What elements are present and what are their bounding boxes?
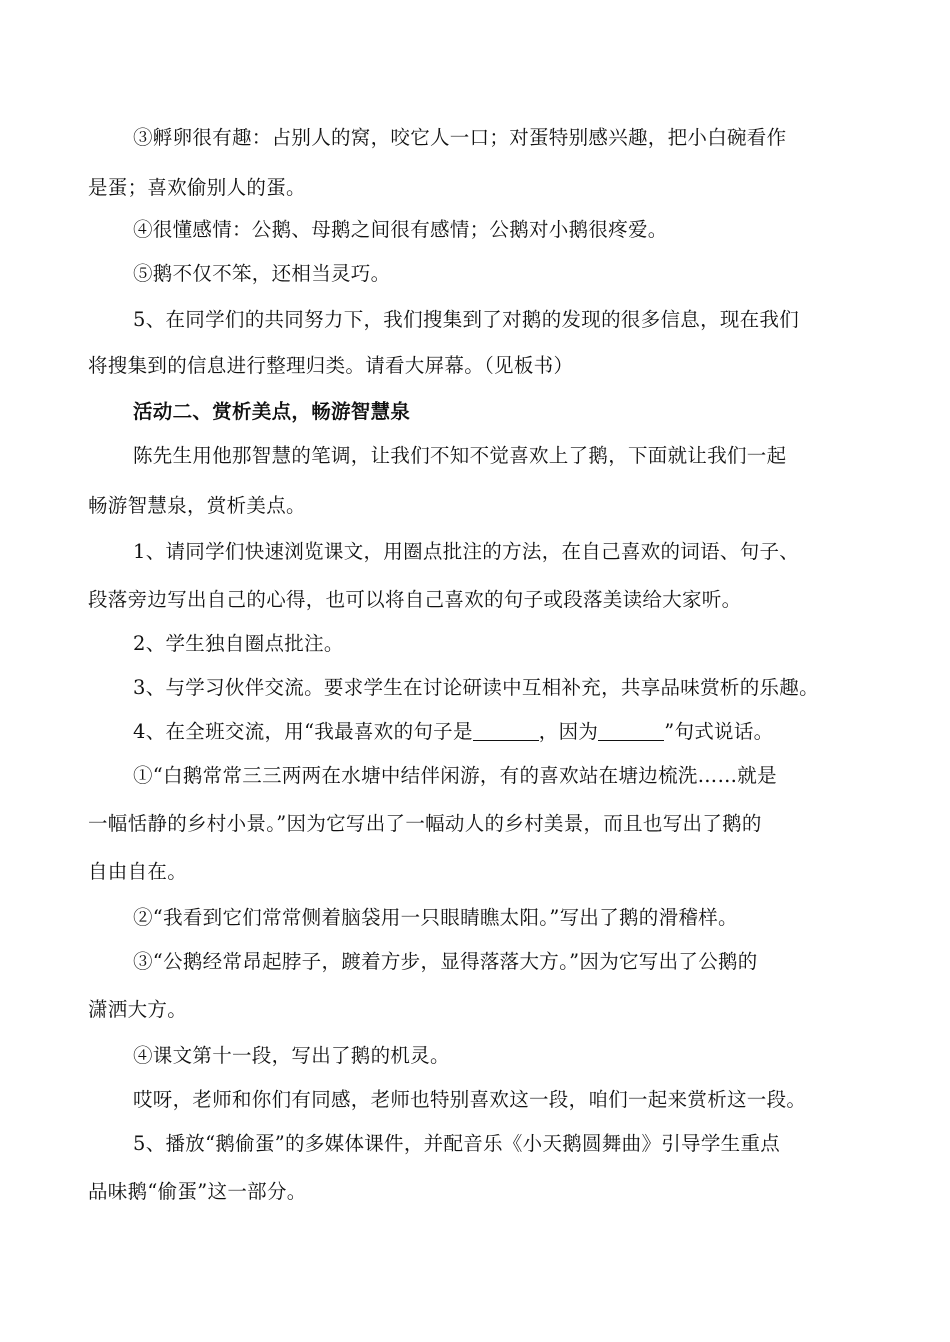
fill-in-blank [598, 721, 664, 741]
text-line-with-blanks [133, 720, 773, 744]
text-line: 3、与学习伙伴交流。要求学生在讨论研读中互相补充，共享品味赏析的乐趣。 [133, 676, 819, 699]
text-line: ④课文第十一段，写出了鹅的机灵。 [133, 1044, 450, 1067]
text-line: ④很懂感情：公鹅、母鹅之间很有感情；公鹅对小鹅很疼爱。 [133, 218, 668, 241]
text-line: 段落旁边写出自己的心得，也可以将自己喜欢的句子或段落美读给大家听。 [88, 588, 742, 611]
text-line: 自由自在。 [88, 860, 188, 883]
text-line: 潇洒大方。 [88, 998, 188, 1021]
text-line: ③孵卵很有趣：占别人的窝，咬它人一口；对蛋特别感兴趣，把小白碗看作 [133, 126, 787, 149]
text-line: ③“公鹅经常昂起脖子，踱着方步，显得落落大方。”因为它写出了公鹅的 [133, 950, 758, 973]
text-line: 品味鹅“偷蛋”这一部分。 [88, 1180, 307, 1203]
text-line: 畅游智慧泉，赏析美点。 [88, 494, 306, 517]
text-line: 是蛋；喜欢偷别人的蛋。 [88, 176, 306, 199]
text-line: 哎呀，老师和你们有同感，老师也特别喜欢这一段，咱们一起来赏析这一段。 [133, 1088, 807, 1111]
section-heading: 活动二、赏析美点，畅游智慧泉 [133, 400, 411, 423]
text-line: 陈先生用他那智慧的笔调，让我们不知不觉喜欢上了鹅，下面就让我们一起 [133, 444, 787, 467]
text-line: 将搜集到的信息进行整理归类。请看大屏幕。（见板书） [88, 354, 574, 377]
text-line: 一幅恬静的乡村小景。”因为它写出了一幅动人的乡村美景，而且也写出了鹅的 [88, 812, 762, 835]
text-line: ①“白鹅常常三三两两在水塘中结伴闲游，有的喜欢站在塘边梳洗……就是 [133, 764, 777, 787]
text-line: ⑤鹅不仅不笨，还相当灵巧。 [133, 262, 391, 285]
text-segment: 4、在全班交流，用“我最喜欢的句子是 [133, 720, 473, 743]
fill-in-blank [473, 721, 539, 741]
text-line: 5、在同学们的共同努力下，我们搜集到了对鹅的发现的很多信息，现在我们 [133, 308, 800, 331]
text-line: ②“我看到它们常常侧着脑袋用一只眼睛瞧太阳。”写出了鹅的滑稽样。 [133, 906, 738, 929]
text-segment: ，因为 [538, 720, 599, 743]
text-line: 1、请同学们快速浏览课文，用圈点批注的方法，在自己喜欢的词语、句子、 [133, 540, 800, 563]
text-line: 2、学生独自圈点批注。 [133, 632, 344, 655]
text-segment: ”句式说话。 [664, 720, 774, 743]
text-line: 5、播放“鹅偷蛋”的多媒体课件，并配音乐《小天鹅圆舞曲》引导学生重点 [133, 1132, 781, 1155]
